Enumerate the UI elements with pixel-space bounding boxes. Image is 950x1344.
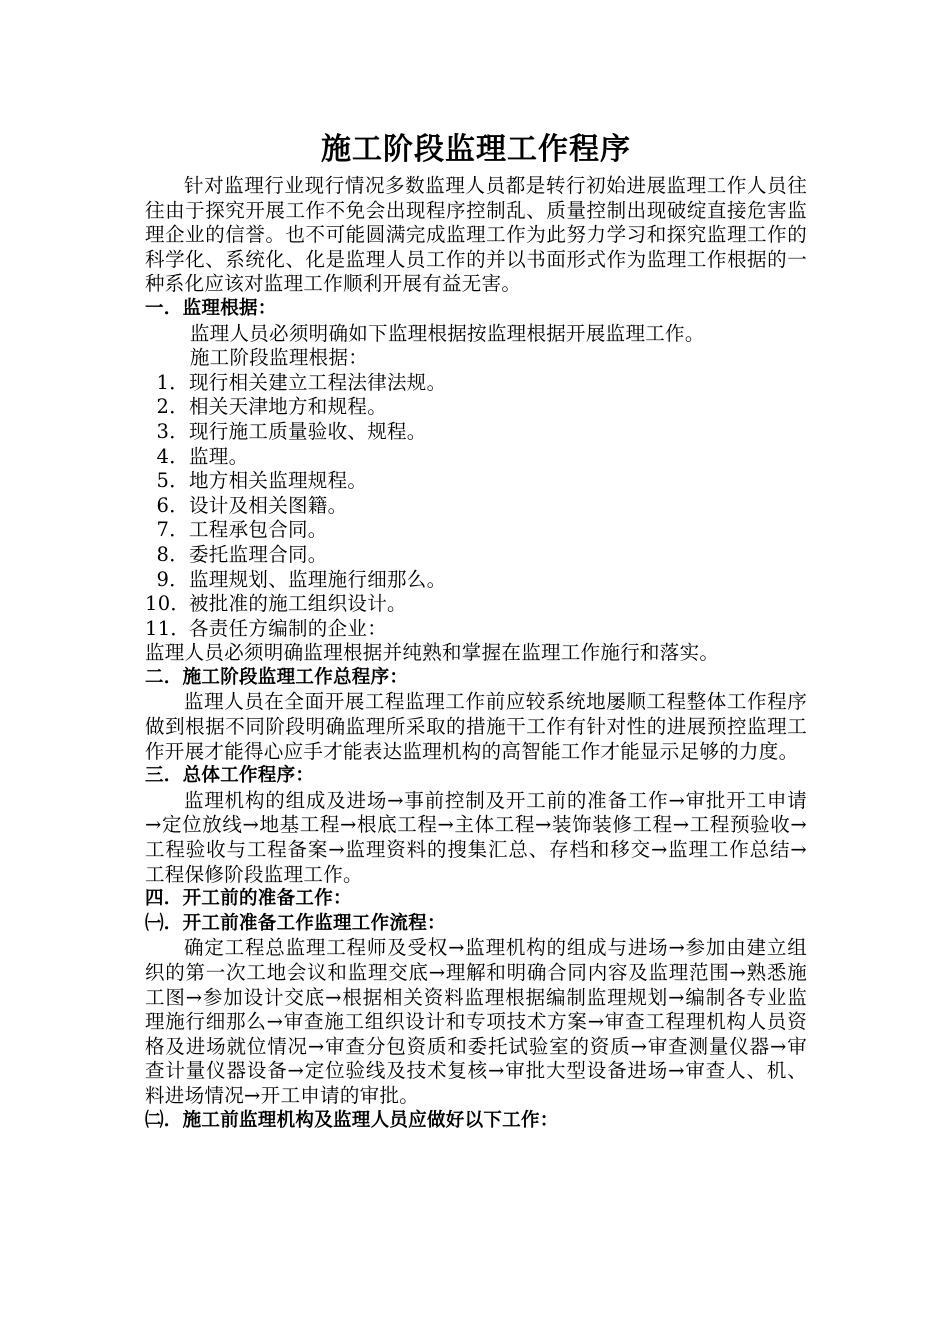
list-item-number: 7． bbox=[156, 518, 189, 542]
list-item-text: 各责任方编制的企业： bbox=[189, 616, 388, 640]
list-item-text: 被批准的施工组织设计。 bbox=[189, 592, 407, 616]
list-item-number: 6． bbox=[156, 493, 189, 517]
section-1-line-1: 监理人员必须明确如下监理根据按监理根据开展监理工作。 bbox=[189, 321, 705, 345]
list-item-text: 工程承包合同。 bbox=[189, 518, 328, 542]
section-2-body: 监理人员在全面开展工程监理工作前应较系统地屡顺工程整体工作程序做到根据不同阶段明确监理所采取的措施干工作有针对性的进展预控监理工作开展才能得心应手才能表达监理机构的高智能工作才能显示足够的力度。 bbox=[145, 690, 807, 763]
basis-list bbox=[145, 371, 807, 642]
list-item-text: 相关天津地方和规程。 bbox=[189, 395, 388, 419]
list-item bbox=[145, 518, 807, 543]
section-4-sub-1-heading: ㈠．开工前准备工作监理工作流程： bbox=[145, 912, 446, 934]
list-item bbox=[145, 494, 807, 519]
list-item-text: 地方相关监理规程。 bbox=[189, 469, 368, 493]
list-item-number: 2． bbox=[156, 395, 189, 419]
list-item bbox=[145, 617, 807, 642]
list-item bbox=[145, 420, 807, 445]
section-1-closing: 监理人员必须明确监理根据并纯熟和掌握在监理工作施行和落实。 bbox=[145, 641, 720, 665]
list-item-number: 11． bbox=[145, 616, 191, 640]
list-item-text: 委托监理合同。 bbox=[189, 542, 328, 566]
list-item bbox=[145, 469, 807, 494]
list-item-number: 10． bbox=[145, 592, 191, 616]
list-item-number: 8． bbox=[156, 542, 189, 566]
list-item-number: 1． bbox=[156, 370, 189, 394]
list-item-number: 9． bbox=[156, 567, 189, 591]
list-item-text: 现行施工质量验收、规程。 bbox=[189, 419, 427, 443]
intro-paragraph: 针对监理行业现行情况多数监理人员都是转行初始进展监理工作人员往往由于探究开展工作不免会出现程序控制乱、质量控制出现破绽直接危害监理企业的信誉。也不可能圆满完成监理工作为此努力学习和探究监理工作的科学化、系统化、化是监理人员工作的并以书面形式作为监理工作根据的一种系化应该对监理工作顺利开展有益无害。 bbox=[145, 174, 807, 296]
list-item-text: 监理规划、监理施行细那么。 bbox=[189, 567, 447, 591]
section-3-body: 监理机构的组成及进场→事前控制及开工前的准备工作→审批开工申请→定位放线→地基工程→根底工程→主体工程→装饰装修工程→工程预验收→工程验收与工程备案→监理资料的搜集汇总、存档和移交→监理工作总结→工程保修阶段监理工作。 bbox=[145, 788, 807, 886]
document-title: 施工阶段监理工作程序 bbox=[321, 132, 631, 167]
section-2-heading: 二．施工阶段监理工作总程序： bbox=[145, 666, 409, 688]
list-item-number: 5． bbox=[156, 469, 189, 493]
section-4-sub-2-heading: ㈡．施工前监理机构及监理人员应做好以下工作： bbox=[145, 1109, 559, 1131]
section-3-heading: 三．总体工作程序： bbox=[145, 765, 315, 787]
list-item bbox=[145, 543, 807, 568]
list-item bbox=[145, 592, 807, 617]
section-4-sub-1-body: 确定工程总监理工程师及受权→监理机构的组成与进场→参加由建立组织的第一次工地会议和监理交底→理解和明确合同内容及监理范围→熟悉施工图→参加设计交底→根据相关资料监理根据编制监理规划→编制各专业监理施行细那么→审查施工组织设计和专项技术方案→审查工程理机构人员资格及进场就位情况→审查分包资质和委托试验室的资质→审查测量仪器→审查计量仪器设备→定位验线及技术复核→审批大型设备进场→审查人、机、料进场情况→开工申请的审批。 bbox=[145, 936, 807, 1107]
list-item bbox=[145, 395, 807, 420]
list-item-number: 4． bbox=[156, 444, 189, 468]
section-4-heading: 四．开工前的准备工作： bbox=[145, 888, 352, 910]
list-item bbox=[145, 568, 807, 593]
list-item bbox=[145, 445, 807, 470]
section-1-heading: 一．监理根据： bbox=[145, 297, 277, 319]
list-item-text: 设计及相关图籍。 bbox=[189, 493, 348, 517]
list-item-text: 现行相关建立工程法律法规。 bbox=[189, 370, 447, 394]
document-page bbox=[145, 128, 807, 1133]
list-item-number: 3． bbox=[156, 419, 189, 443]
list-item-text: 监理。 bbox=[189, 444, 249, 468]
section-1-line-2: 施工阶段监理根据： bbox=[189, 346, 369, 370]
list-item bbox=[145, 371, 807, 396]
